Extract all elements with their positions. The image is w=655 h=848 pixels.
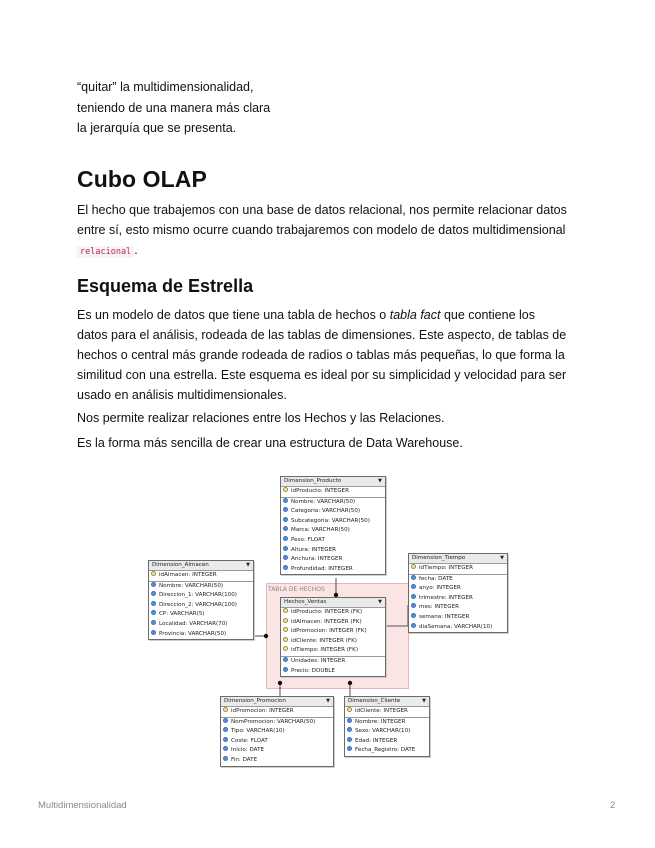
table-row xyxy=(149,601,253,611)
column-icon xyxy=(411,613,416,618)
column-icon xyxy=(411,584,416,589)
table-header[interactable] xyxy=(409,554,507,564)
column-icon xyxy=(347,727,352,732)
table-header[interactable] xyxy=(281,477,385,487)
table-row xyxy=(281,618,385,628)
table-dimension-promocion[interactable] xyxy=(220,696,334,767)
section-paragraph-text: El hecho que trabajemos con una base de datos relacional, nos permite relacionar datos entre sí, esto mismo ocurre cuando trabajaremos con modelo de datos multidimensional xyxy=(77,203,567,237)
intro-line: la jerarquía que se presenta. xyxy=(77,121,237,135)
table-title: Dimension_Almacen xyxy=(152,562,209,568)
column-icon xyxy=(151,601,156,606)
dropdown-arrow-icon[interactable]: ▼ xyxy=(326,698,330,704)
column-icon xyxy=(151,582,156,587)
fact-area-label: TABLA DE HECHOS xyxy=(268,586,325,593)
table-row xyxy=(281,656,385,667)
column-text: Marca: VARCHAR(50) xyxy=(291,527,350,534)
column-text: Fin: DATE xyxy=(231,756,258,763)
column-icon xyxy=(283,526,288,531)
column-text: Nombre: INTEGER xyxy=(355,718,406,725)
column-text: Profundidad: INTEGER xyxy=(291,565,353,572)
dropdown-arrow-icon[interactable]: ▼ xyxy=(378,478,382,484)
column-text: mes: INTEGER xyxy=(419,604,460,611)
table-row xyxy=(345,737,429,747)
table-row xyxy=(221,756,333,766)
table-row xyxy=(281,555,385,565)
table-title: Hechos_Ventas xyxy=(284,599,327,605)
table-row xyxy=(409,564,507,574)
table-dimension-almacen[interactable] xyxy=(148,560,254,640)
column-text: idProducto: INTEGER (FK) xyxy=(291,609,362,615)
key-icon xyxy=(283,608,288,613)
star-paragraph-before: Es un modelo de datos que tiene una tabla de hechos o xyxy=(77,308,390,322)
column-icon xyxy=(283,667,288,672)
table-row xyxy=(281,627,385,637)
data-warehouse-paragraph: Es la forma más sencilla de crear una estructura de Data Warehouse. xyxy=(77,436,463,450)
column-text: idTiempo: INTEGER xyxy=(419,565,473,571)
table-title: Dimension_Tiempo xyxy=(412,555,466,561)
table-row xyxy=(281,637,385,647)
relation-end-promocion xyxy=(278,681,282,685)
table-row xyxy=(409,603,507,613)
column-text: Coste: FLOAT xyxy=(231,737,268,744)
key-icon xyxy=(283,487,288,492)
table-row xyxy=(409,584,507,594)
dropdown-arrow-icon[interactable]: ▼ xyxy=(422,698,426,704)
column-text: idAlmacen: INTEGER (FK) xyxy=(291,618,362,625)
table-row xyxy=(345,717,429,728)
column-text: Inicio: DATE xyxy=(231,747,265,754)
column-icon xyxy=(283,546,288,551)
table-row xyxy=(281,517,385,527)
inline-code: relacional xyxy=(77,246,134,258)
column-icon xyxy=(223,718,228,723)
table-header[interactable] xyxy=(221,697,333,707)
column-text: anyo: INTEGER xyxy=(419,585,461,592)
column-text: Sexo: VARCHAR(10) xyxy=(355,728,411,735)
column-icon xyxy=(151,620,156,625)
column-text: Anchura: INTEGER xyxy=(291,556,343,563)
column-text: fecha: DATE xyxy=(419,575,453,582)
table-row xyxy=(281,487,385,497)
star-schema-diagram xyxy=(140,470,522,770)
key-icon xyxy=(283,627,288,632)
table-row xyxy=(221,737,333,747)
star-paragraph-italic: tabla fact xyxy=(389,308,441,322)
key-icon xyxy=(283,637,288,642)
intro-line: teniendo de una manera más clara xyxy=(77,100,271,115)
column-text: Subcategoria: VARCHAR(50) xyxy=(291,517,370,524)
column-text: Edad: INTEGER xyxy=(355,737,398,744)
column-text: Localidad: VARCHAR(70) xyxy=(159,620,228,627)
column-text: idPromocion: INTEGER xyxy=(231,708,294,714)
dropdown-arrow-icon[interactable]: ▼ xyxy=(500,555,504,561)
column-text: Peso: FLOAT xyxy=(291,536,325,543)
dropdown-arrow-icon[interactable]: ▼ xyxy=(378,599,382,605)
table-row xyxy=(149,610,253,620)
table-row xyxy=(409,613,507,623)
table-row xyxy=(409,574,507,585)
table-header[interactable] xyxy=(345,697,429,707)
column-icon xyxy=(347,718,352,723)
column-icon xyxy=(283,517,288,522)
column-text: Tipo: VARCHAR(10) xyxy=(231,728,285,735)
dropdown-arrow-icon[interactable]: ▼ xyxy=(246,562,250,568)
table-title: Dimension_Promocion xyxy=(224,698,286,704)
table-row xyxy=(281,536,385,546)
table-row xyxy=(149,630,253,640)
column-icon xyxy=(151,630,156,635)
column-text: idProducto: INTEGER xyxy=(291,488,349,494)
column-text: Unidades: INTEGER xyxy=(291,657,346,664)
column-text: Precio: DOUBLE xyxy=(291,667,335,674)
table-row xyxy=(281,526,385,536)
column-icon xyxy=(411,603,416,608)
table-dimension-tiempo[interactable] xyxy=(408,553,508,633)
column-text: Categoria: VARCHAR(50) xyxy=(291,508,361,515)
column-text: Provincia: VARCHAR(50) xyxy=(159,630,227,637)
table-hechos-ventas[interactable] xyxy=(280,597,386,677)
table-row xyxy=(281,667,385,677)
column-text: trimestre: INTEGER xyxy=(419,594,473,601)
table-row xyxy=(281,565,385,575)
column-icon xyxy=(283,565,288,570)
footer-page-number: 2 xyxy=(610,800,616,811)
column-text: Nombre: VARCHAR(50) xyxy=(291,498,356,505)
table-title: Dimension_Producto xyxy=(284,478,342,484)
column-icon xyxy=(283,498,288,503)
column-icon xyxy=(151,591,156,596)
key-icon xyxy=(151,571,156,576)
column-text: semana: INTEGER xyxy=(419,613,470,620)
table-row xyxy=(281,646,385,656)
column-icon xyxy=(223,756,228,761)
key-icon xyxy=(283,618,288,623)
table-row xyxy=(345,707,429,717)
table-row xyxy=(221,707,333,717)
table-dimension-cliente[interactable] xyxy=(344,696,430,757)
section-paragraph-suffix: . xyxy=(134,243,138,257)
intro-text xyxy=(77,77,270,139)
key-icon xyxy=(411,564,416,569)
table-row xyxy=(345,746,429,756)
column-icon xyxy=(283,507,288,512)
column-icon xyxy=(223,737,228,742)
column-text: CP: VARCHAR(5) xyxy=(159,611,205,618)
table-row xyxy=(149,571,253,581)
footer-document-title: Multidimensionalidad xyxy=(38,800,127,811)
column-icon xyxy=(411,575,416,580)
column-icon xyxy=(223,746,228,751)
table-row xyxy=(149,581,253,592)
column-text: idPromocion: INTEGER (FK) xyxy=(291,628,367,635)
section-paragraph xyxy=(77,200,567,262)
table-dimension-producto[interactable] xyxy=(280,476,386,575)
key-icon xyxy=(347,707,352,712)
relation-end-almacen xyxy=(264,634,268,638)
star-schema-paragraph xyxy=(77,305,567,405)
table-row xyxy=(149,591,253,601)
column-text: Direccion_2: VARCHAR(100) xyxy=(159,601,237,608)
table-title: Dimension_Cliente xyxy=(348,698,401,704)
column-icon xyxy=(411,623,416,628)
column-text: Direccion_1: VARCHAR(100) xyxy=(159,592,237,599)
table-row xyxy=(149,620,253,630)
column-text: idCliente: INTEGER xyxy=(355,708,408,714)
intro-line: “quitar” la multidimensionalidad, xyxy=(77,80,254,94)
column-text: Nombre: VARCHAR(50) xyxy=(159,582,224,589)
column-icon xyxy=(223,727,228,732)
column-icon xyxy=(347,737,352,742)
table-row xyxy=(409,623,507,633)
table-row xyxy=(221,727,333,737)
column-icon xyxy=(411,594,416,599)
column-text: diaSemana: VARCHAR(10) xyxy=(419,623,493,630)
table-row xyxy=(281,608,385,618)
table-row xyxy=(409,594,507,604)
table-row xyxy=(345,727,429,737)
column-icon xyxy=(283,657,288,662)
subsection-title: Esquema de Estrella xyxy=(77,276,254,296)
table-header[interactable] xyxy=(281,598,385,608)
column-icon xyxy=(283,536,288,541)
column-text: NomPromocion: VARCHAR(50) xyxy=(231,718,316,725)
relation-end-cliente xyxy=(348,681,352,685)
relations-paragraph: Nos permite realizar relaciones entre los Hechos y las Relaciones. xyxy=(77,411,445,425)
column-text: Altura: INTEGER xyxy=(291,546,337,553)
table-row xyxy=(281,497,385,508)
table-header[interactable] xyxy=(149,561,253,571)
table-row xyxy=(281,546,385,556)
table-row xyxy=(221,717,333,728)
key-icon xyxy=(223,707,228,712)
section-title: Cubo OLAP xyxy=(77,166,207,192)
column-text: Fecha_Registro: DATE xyxy=(355,747,416,754)
key-icon xyxy=(283,646,288,651)
column-text: idCliente: INTEGER (FK) xyxy=(291,637,357,644)
column-icon xyxy=(283,555,288,560)
column-text: idAlmacen: INTEGER xyxy=(159,572,217,578)
column-icon xyxy=(347,746,352,751)
table-row xyxy=(281,507,385,517)
star-paragraph-after: que contiene los datos para el análisis, rodeada de las tablas de dimensiones. Este aspecto, de tablas de hechos o central más grande rodeada de radios o tablas más pequeñas, lo que forma la similitud con una estrella. Este esquema es ideal por su simplicidad y velocidad para ser usado en análisis multidimensionales. xyxy=(77,308,567,402)
column-icon xyxy=(151,610,156,615)
table-row xyxy=(221,746,333,756)
column-text: idTiempo: INTEGER (FK) xyxy=(291,647,358,654)
